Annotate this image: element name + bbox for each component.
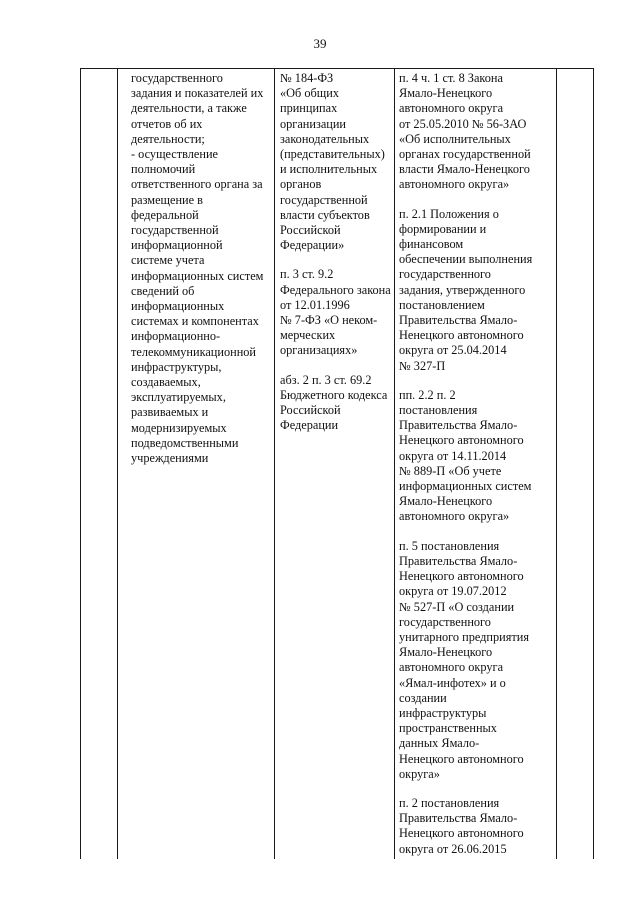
functions-text: государственного задания и показателей их деятельности, а также отчетов об их деятельности; - осуществление полномочий ответственного органа за размещение в федеральной государственной информационной системе учета информационных систем сведений об информационных системах и компонентах информационно- телекоммуникационной инфраструктуры, создаваемых, эксплуатируемых, развиваемых и модернизируемых подведомственными учреждениями: [131, 71, 264, 466]
document-table: [80, 68, 594, 859]
budget-code-ref: абз. 2 п. 3 ст. 69.2 Бюджетного кодекса Российской Федерации: [280, 372, 388, 433]
federal-act-7fz: п. 3 ст. 9.2 Федерального закона от 12.01.1996 № 7-ФЗ «О неком- мерческих организациях»: [280, 267, 391, 358]
number-cell: [81, 69, 118, 859]
federal-acts-cell: [275, 69, 395, 859]
regional-act-527p: п. 5 постановления Правительства Ямало- Ненецкого автономного округа от 19.07.2012 № 527-П «О создании государственного унитарного предприятия Ямало-Ненецкого автономного округа «Ямал-инфотех» и о создании инфраструктуры пространственных данных Ямало- Ненецкого автономного округа»: [399, 538, 529, 781]
regional-acts-cell: [395, 69, 557, 859]
federal-act-184fz: № 184-ФЗ «Об общих принципах организации законодательных (представительных) и исполнительных органов государственной власти субъектов Российской Федерации»: [280, 71, 385, 253]
regional-act-2015: п. 2 постановления Правительства Ямало- Ненецкого автономного округа от 26.06.2015: [399, 795, 524, 856]
table-row: [81, 69, 594, 859]
functions-cell: [118, 69, 275, 859]
regional-act-327p: п. 2.1 Положения о формировании и финансовом обеспечении выполнения государственного задания, утвержденного постановлением Правительства Ямало- Ненецкого автономного округа от 25.04.2014 № 327-П: [399, 206, 533, 373]
regional-act-56zao: п. 4 ч. 1 ст. 8 Закона Ямало-Ненецкого автономного округа от 25.05.2010 № 56-ЗАО «Об исполнительных органах государственной власти Ямало-Ненецкого автономного округа»: [399, 71, 531, 192]
notes-cell: [557, 69, 594, 859]
regional-act-889p: пп. 2.2 п. 2 постановления Правительства Ямало- Ненецкого автономного округа от 14.11.2014 № 889-П «Об учете информационных систем Ямало-Ненецкого автономного округа»: [399, 387, 532, 524]
page-number: 39: [313, 36, 327, 51]
